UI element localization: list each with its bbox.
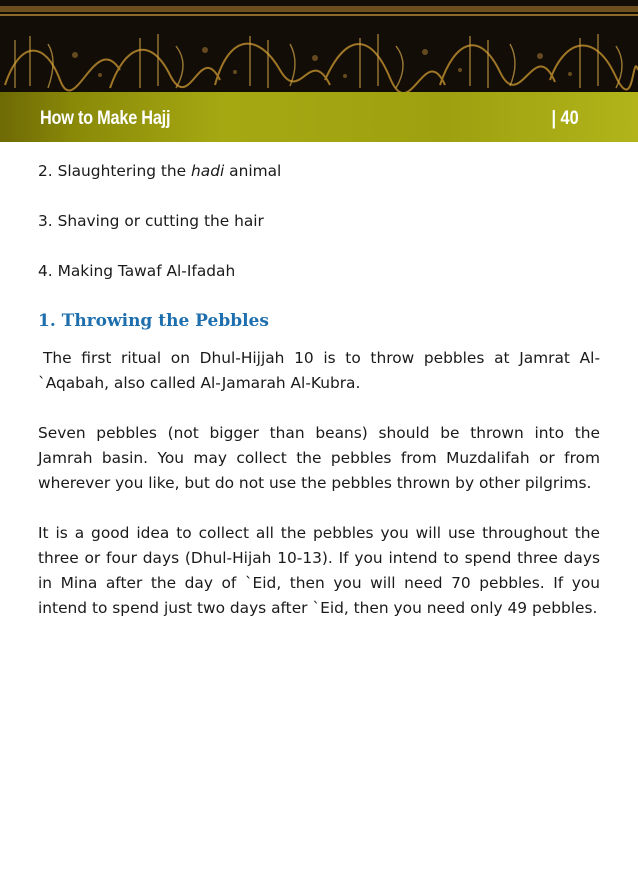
paragraph: Seven pebbles (not bigger than beans) should be thrown into the Jamrah basin. You may collect the pebbles from Muzdalifah or from wherever you like, but do not use the pebbles thrown by other pilgrims. — [38, 424, 600, 492]
page-content — [38, 159, 600, 646]
list-item: 3. Shaving or cutting the hair — [38, 212, 264, 230]
list-item: 4. Making Tawaf Al-Ifadah — [38, 262, 236, 280]
list-item-text: animal — [224, 162, 282, 180]
list-item-text: 2. Slaughtering the — [38, 162, 192, 180]
paragraph: The first ritual on Dhul-Hijjah 10 is to throw pebbles at Jamrat Al-`Aqabah, also called Al-Jamarah Al-Kubra. — [38, 349, 600, 392]
document-title: How to Make Hajj — [40, 108, 171, 129]
section-heading: 1. Throwing the Pebbles — [38, 311, 269, 331]
paragraph: It is a good idea to collect all the pebbles you will use throughout the three or four days (Dhul-Hijah 10-13). If you intend to spend three days in Mina after the day of `Eid, then you will need 70 pebbles. If you intend to spend just two days after `Eid, then you need only 49 pebbles. — [38, 524, 600, 617]
list-item — [38, 159, 600, 184]
page-number: | 40 — [551, 108, 579, 129]
emphasis-text: hadi — [191, 162, 225, 180]
